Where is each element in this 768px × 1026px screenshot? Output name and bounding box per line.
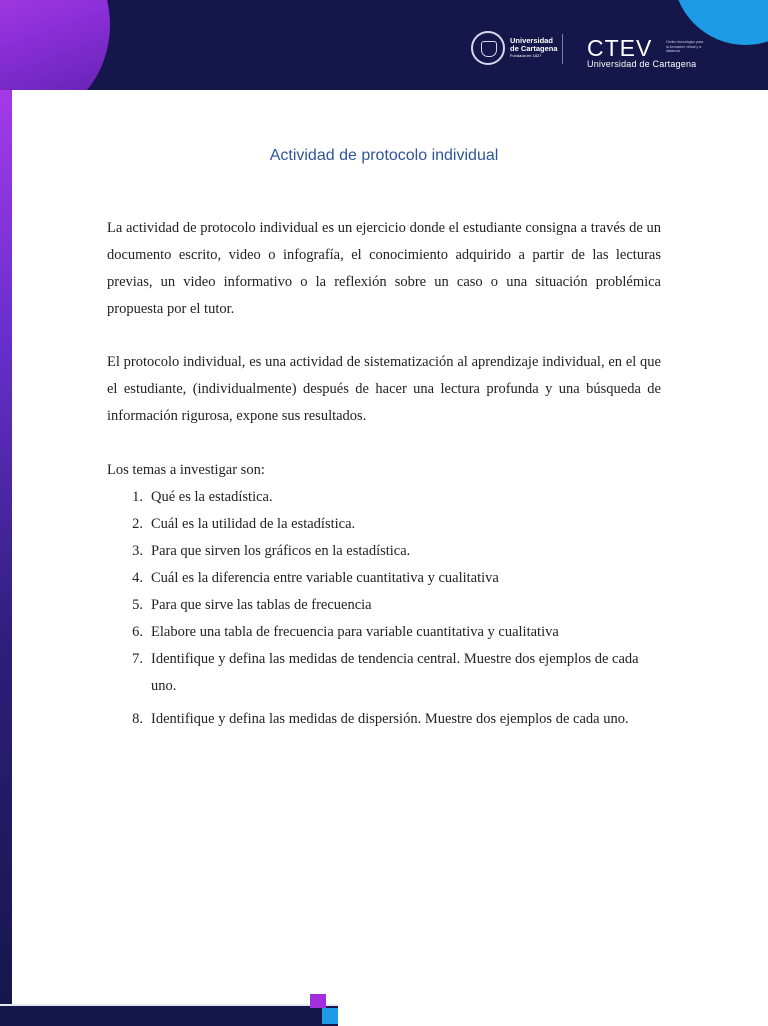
page-header (0, 0, 768, 90)
list-item: 7. Identifique y defina las medidas de tendencia central. Muestre dos ejemplos de cada uno. (132, 651, 639, 694)
ctev-logo-name: CTEV (587, 35, 653, 61)
ctev-logo-subtitle: Universidad de Cartagena (587, 59, 697, 69)
paragraph-protocol: El protocolo individual, es una actividad de sistematización al aprendizaje individual, en el que el estudiante, (individualmente) después de hacer una lectura profunda y una búsqueda de información rigurosa, expone sus resultados. (107, 354, 661, 424)
list-item: 5. Para que sirve las tablas de frecuencia (132, 597, 372, 613)
logo-divider (562, 34, 563, 64)
universidad-de-cartagena-logo (471, 31, 558, 65)
header-purple-shape (0, 0, 110, 90)
list-item: 6. Elabore una tabla de frecuencia para variable cuantitativa y cualitativa (132, 624, 559, 640)
footer-blue-square (322, 1008, 338, 1024)
list-item: 2. Cuál es la utilidad de la estadística. (132, 516, 356, 532)
list-item: 8. Identifique y defina las medidas de dispersión. Muestre dos ejemplos de cada uno. (132, 711, 629, 727)
university-seal-icon (471, 31, 505, 65)
list-item: 1. Qué es la estadística. (132, 489, 273, 505)
udc-logo-line2: de Cartagena (510, 44, 558, 53)
footer-purple-square (310, 994, 326, 1008)
udc-logo-line1: Universidad (510, 36, 553, 45)
footer-dark-strip (0, 1004, 338, 1026)
udc-logo-line3: Fundada en 1827 (510, 53, 542, 58)
list-item: 4. Cuál es la diferencia entre variable cuantitativa y cualitativa (132, 570, 499, 586)
document-title: Actividad de protocolo individual (269, 147, 499, 164)
topics-intro: Los temas a investigar son: (107, 462, 265, 478)
paragraph-intro: La actividad de protocolo individual es un ejercicio donde el estudiante consigna a través de un documento escrito, video o infografía, el conocimiento adquirido a partir de las lecturas previas, un video informativo o la reflexión sobre un caso o una situación problémica propuesta por el tutor. (107, 220, 661, 317)
page-footer (0, 1004, 768, 1024)
left-accent-bar (0, 90, 12, 1024)
topics-list (107, 484, 667, 733)
list-item: 3. Para que sirven los gráficos en la estadística. (132, 543, 411, 559)
ctev-logo-tagline: Centro tecnológico para la formación virtual y a distancia (666, 40, 704, 53)
